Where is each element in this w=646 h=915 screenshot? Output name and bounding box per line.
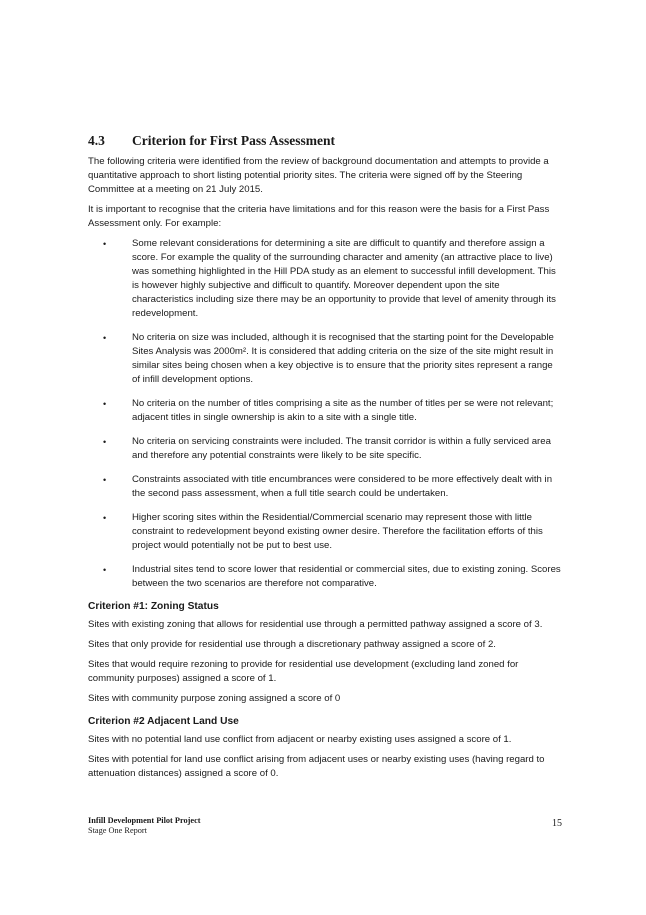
footer-title: Infill Development Pilot Project: [88, 816, 201, 825]
list-item-text: No criteria on the number of titles comprising a site as the number of titles per se were not relevant; adjacent titles in single ownership is akin to a site with a single title.: [132, 398, 554, 423]
list-item: [88, 563, 562, 591]
list-item-text: Industrial sites tend to score lower that residential or commercial sites, due to existing zoning. Scores between the two scenarios are therefore not comparative.: [132, 564, 561, 589]
criterion-2-heading: Criterion #2 Adjacent Land Use: [88, 716, 239, 727]
limitations-paragraph: It is important to recognise that the criteria have limitations and for this reason were the basis for a First Pass Assessment only. For example:: [88, 204, 550, 229]
list-item: [88, 511, 562, 553]
criterion-1-line: Sites with community purpose zoning assigned a score of 0: [88, 693, 341, 704]
page-content: [88, 133, 562, 787]
bullet-icon: •: [103, 399, 107, 409]
bullet-icon: •: [103, 239, 107, 249]
criterion-1-heading: Criterion #1: Zoning Status: [88, 601, 219, 612]
bullet-icon: •: [103, 475, 107, 485]
page-number: 15: [552, 818, 562, 829]
list-item-text: Higher scoring sites within the Residential/Commercial scenario may represent those with little constraint to redevelopment beyond existing owner desire. Therefore the facilitation efforts of this project would potentially not be put to best use.: [132, 512, 543, 551]
criterion-2-line: Sites with no potential land use conflict from adjacent or nearby existing uses assigned a score of 1.: [88, 734, 512, 745]
section-title: Criterion for First Pass Assessment: [132, 133, 335, 148]
bullet-icon: •: [103, 513, 107, 523]
list-item: [88, 331, 562, 387]
list-item: [88, 397, 562, 425]
section-number: 4.3: [88, 133, 105, 148]
bullet-icon: •: [103, 333, 107, 343]
criterion-1-line: Sites with existing zoning that allows for residential use through a permitted pathway assigned a score of 3.: [88, 619, 543, 630]
criterion-2-line: Sites with potential for land use conflict arising from adjacent uses or nearby existing uses (having regard to attenuation distances) assigned a score of 0.: [88, 754, 545, 779]
list-item: [88, 473, 562, 501]
criterion-1-line: Sites that would require rezoning to provide for residential use development (excluding land zoned for community purposes) assigned a score of 1.: [88, 659, 519, 684]
criterion-1-line: Sites that only provide for residential use through a discretionary pathway assigned a score of 2.: [88, 639, 496, 650]
footer-subtitle: Stage One Report: [88, 826, 147, 835]
list-item: [88, 435, 562, 463]
bullet-icon: •: [103, 437, 107, 447]
intro-paragraph: The following criteria were identified from the review of background documentation and attempts to provide a quantitative approach to short listing potential priority sites. The criteria were signed off by the Steering Committee at a meeting on 21 July 2015.: [88, 156, 549, 195]
list-item-text: Some relevant considerations for determining a site are difficult to quantify and therefore assign a score. For example the quality of the surrounding character and amenity (an attractive place to live) was something highlighted in the Hill PDA study as an element to successful infill development. This is however highly subjective and difficult to quantify. Moreover dependent upon the site characteristics including size there may be an opportunity to provide that level of amenity through its redevelopment.: [132, 238, 556, 319]
bullet-icon: •: [103, 565, 107, 575]
page-footer: [88, 816, 562, 836]
limitations-list: [88, 237, 562, 591]
list-item-text: No criteria on servicing constraints were included. The transit corridor is within a fully serviced area and therefore any potential constraints were likely to be site specific.: [132, 436, 551, 461]
list-item: [88, 237, 562, 321]
section-heading: [88, 133, 562, 149]
list-item-text: No criteria on size was included, although it is recognised that the starting point for the Developable Sites Analysis was 2000m². It is considered that adding criteria on the size of the site might result in similar sites being chosen when a key objective is to ensure that the priority sites represent a range of infill development options.: [132, 332, 554, 385]
list-item-text: Constraints associated with title encumbrances were considered to be more effectively dealt with in the second pass assessment, when a full title search could be undertaken.: [132, 474, 553, 499]
